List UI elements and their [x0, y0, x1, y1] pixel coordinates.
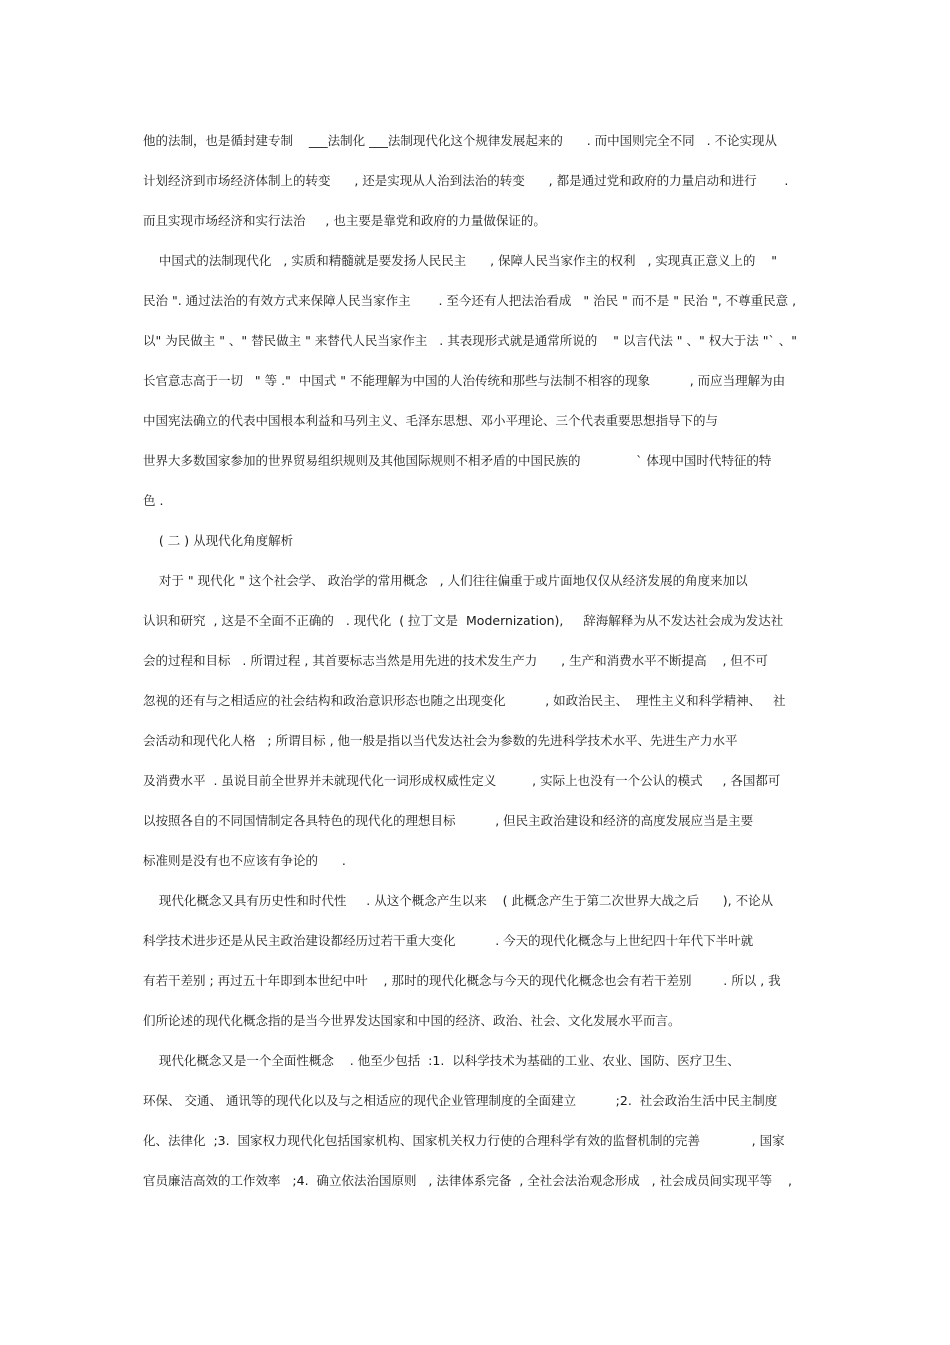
- text-line: 及消费水平 . 虽说目前全世界并未就现代化一词形成权威性定义 , 实际上也没有一个公认的模式 , 各国都可: [143, 773, 781, 788]
- text-line: 们所论述的现代化概念指的是当今世界发达国家和中国的经济、政治、社会、文化发展水平而言。: [143, 1013, 681, 1028]
- text-line: 以按照各自的不同国情制定各具特色的现代化的理想目标 , 但民主政治建设和经济的高度发展应当是主要: [143, 813, 754, 828]
- text-line: 现代化概念又是一个全面性概念 . 他至少包括 :1. 以科学技术为基础的工业、农业、国防、医疗卫生、: [143, 1053, 740, 1068]
- text-line: 会的过程和目标 . 所谓过程 , 其首要标志当然是用先进的技术发生产力 , 生产和消费水平不断提高 , 但不可: [143, 653, 768, 668]
- text-line: 他的法制，也是循封建专制 ___法制化 ___法制现代化这个规律发展起来的 . 而中国则完全不同 . 不论实现从: [143, 133, 778, 148]
- text-line: 对于 " 现代化 " 这个社会学、 政治学的常用概念 , 人们往往偏重于或片面地仅仅从经济发展的角度来加以: [143, 573, 748, 588]
- text-line: 环保、 交通、 通讯等的现代化以及与之相适应的现代企业管理制度的全面建立 ;2. 社会政治生活中民主制度: [143, 1093, 778, 1108]
- text-line: 中国宪法确立的代表中国根本利益和马列主义、毛泽东思想、邓小平理论、三个代表重要思想指导下的与: [143, 413, 719, 428]
- text-line: 民治 ". 通过法治的有效方式来保障人民当家作主 . 至今还有人把法治看成 " 治民 " 而不是 " 民治 ", 不尊重民意 ,: [143, 293, 797, 308]
- text-line: 有若干差别 ; 再过五十年即到本世纪中叶 , 那时的现代化概念与今天的现代化概念也会有若干差别 . 所以 , 我: [143, 973, 781, 988]
- text-line: 而且实现市场经济和实行法治 , 也主要是靠党和政府的力量做保证的。: [143, 213, 546, 228]
- text-line: 长官意志高于一切 " 等 ." 中国式 " 不能理解为中国的人治传统和那些与法制不相容的现象 , 而应当理解为由: [143, 373, 786, 388]
- text-line: 色 .: [143, 493, 164, 508]
- text-line: 官员廉洁高效的工作效率 ;4. 确立依法治国原则 , 法律体系完备 , 全社会法治观念形成 , 社会成员间实现平等 ,: [143, 1173, 793, 1188]
- text-line: 世界大多数国家参加的世界贸易组织规则及其他国际规则不相矛盾的中国民族的 ` 体现中国时代特征的特: [143, 453, 772, 468]
- section-heading: ( 二 ) 从现代化角度解析: [143, 533, 294, 548]
- text-line: 以" 为民做主 " 、" 替民做主 " 来替代人民当家作主 . 其表现形式就是通常所说的 " 以言代法 " 、" 权大于法 "` 、": [143, 333, 797, 348]
- text-line: 现代化概念又具有历史性和时代性 . 从这个概念产生以来 ( 此概念产生于第二次世界大战之后 ), 不论从: [143, 893, 774, 908]
- text-line: 计划经济到市场经济体制上的转变 , 还是实现从人治到法治的转变 , 都是通过党和政府的力量启动和进行 .: [143, 173, 789, 188]
- text-line: 认识和研究 , 这是不全面不正确的 . 现代化 ( 拉丁文是 Modernization), 辞海解释为从不发达社会成为发达社: [143, 613, 784, 628]
- text-line: 忽视的还有与之相适应的社会结构和政治意识形态也随之出现变化 , 如政治民主、 理性主义和科学精神、 社: [143, 693, 786, 708]
- text-line: 会活动和现代化人格 ; 所谓目标 , 他一般是指以当代发达社会为参数的先进科学技术水平、先进生产力水平: [143, 733, 738, 748]
- text-line: 标准则是没有也不应该有争论的 .: [143, 853, 346, 868]
- text-line: 中国式的法制现代化 , 实质和精髓就是要发扬人民民主 , 保障人民当家作主的权利 , 实现真正意义上的 ": [143, 253, 778, 268]
- text-line: 化、法律化 ;3. 国家权力现代化包括国家机构、国家机关权力行使的合理科学有效的监督机制的完善 , 国家: [143, 1133, 785, 1148]
- text-line: 科学技术进步还是从民主政治建设都经历过若干重大变化 . 今天的现代化概念与上世纪四十年代下半叶就: [143, 933, 754, 948]
